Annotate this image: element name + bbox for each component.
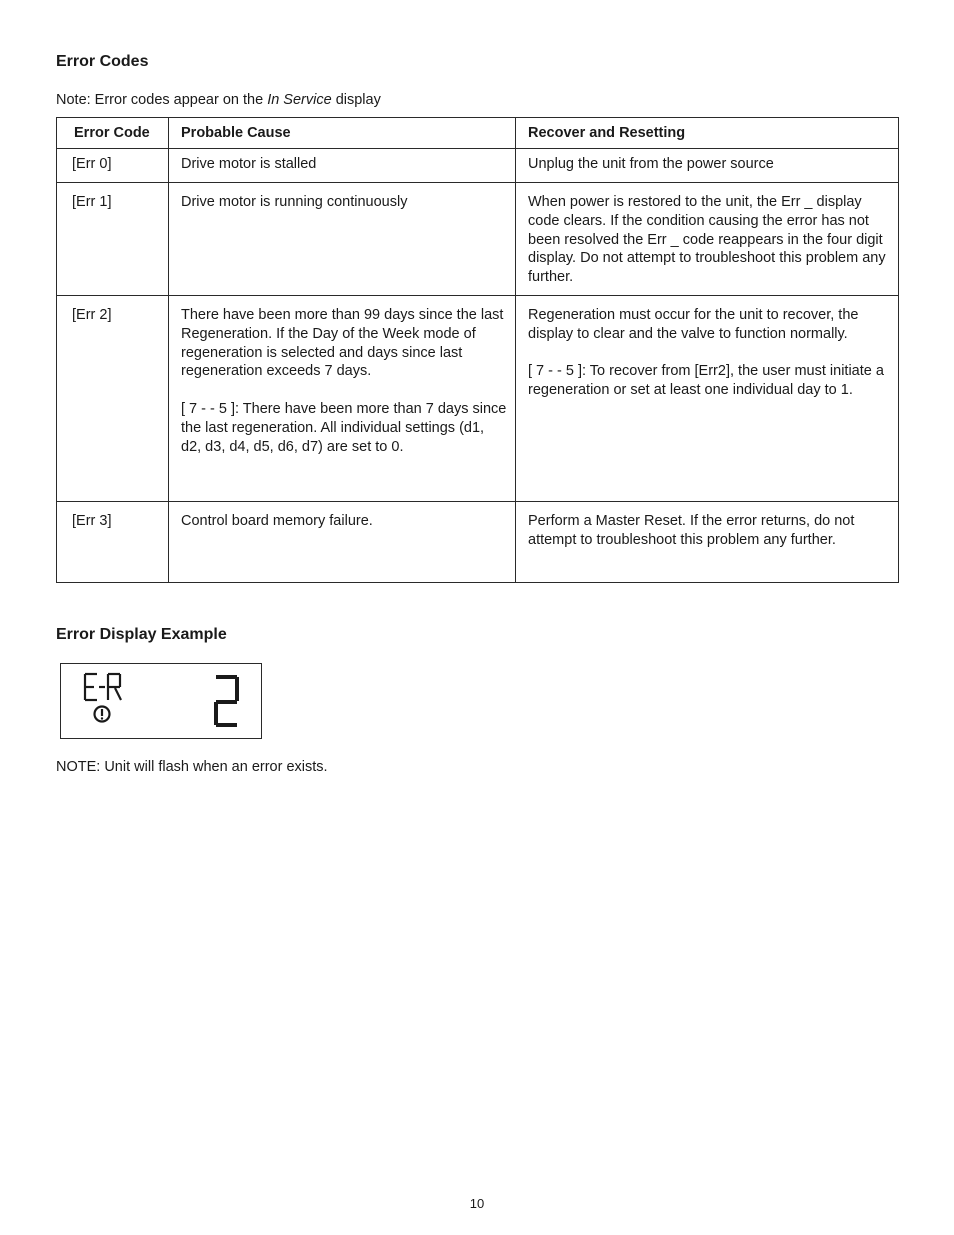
probable-cause-cell (169, 183, 516, 296)
table-row (57, 501, 899, 582)
recover-text: Unplug the unit from the power source (528, 156, 774, 172)
recover-cell (516, 149, 899, 183)
recover-text: Perform a Master Reset. If the error returns, do not attempt to troubleshoot this problem any further. (528, 512, 855, 548)
probable-cause-cell (169, 149, 516, 183)
note-suffix: display (331, 92, 381, 108)
error-codes-table (56, 117, 899, 583)
lcd-display (60, 663, 262, 739)
error-code-cell: [Err 3] (57, 501, 169, 582)
header-error-code: Error Code (57, 118, 169, 149)
cause-text: Drive motor is stalled (181, 156, 317, 172)
cause-text: There have been more than 99 days since the last Regeneration. If the Day of the Week mode of regeneration is selected and days since last regeneration exceeds 7 days. (181, 306, 504, 380)
header-recover-resetting: Recover and Resetting (516, 118, 899, 149)
page-number: 10 (469, 1196, 485, 1211)
display-note (56, 92, 381, 108)
error-code-cell: [Err 0] (57, 149, 169, 183)
recover-cell (516, 295, 899, 501)
probable-cause-cell (169, 501, 516, 582)
lcd-segments (61, 664, 261, 738)
big-digit-2 (216, 677, 237, 725)
table-row (57, 295, 899, 501)
cause-text: [ 7 - - 5 ]: There have been more than 7 days since the last regeneration. All individual settings (d1, d2, d3, d4, d5, d6, d7) are set to 0. (181, 400, 507, 455)
recover-cell (516, 501, 899, 582)
note-prefix: Note: Error codes appear on the (56, 92, 268, 108)
table-row (57, 149, 899, 183)
display-example-title: Error Display Example (56, 626, 227, 643)
segment-r-glyph (108, 674, 121, 700)
note-italic: In Service (267, 92, 332, 108)
segment-e-glyph (85, 674, 97, 700)
recover-text: [ 7 - - 5 ]: To recover from [Err2], the user must initiate a regeneration or set at least one individual day to 1. (528, 363, 884, 399)
recover-text: Regeneration must occur for the unit to recover, the display to clear and the valve to function normally. (528, 306, 859, 342)
probable-cause-cell (169, 295, 516, 501)
flash-note: NOTE: Unit will flash when an error exists. (56, 759, 328, 775)
error-code-cell: [Err 2] (57, 295, 169, 501)
recover-text: When power is restored to the unit, the Err _ display code clears. If the condition causing the error has not been resolved the Err _ code reappears in the four digit display. Do not attempt to troubleshoot this problem any further. (528, 194, 886, 286)
header-probable-cause: Probable Cause (169, 118, 516, 149)
table-header-row (57, 118, 899, 149)
cause-text: Drive motor is running continuously (181, 194, 408, 210)
cause-text: Control board memory failure. (181, 512, 373, 529)
recover-cell (516, 183, 899, 296)
table-row (57, 183, 899, 296)
error-code-cell: [Err 1] (57, 183, 169, 296)
section-title: Error Codes (56, 53, 149, 70)
